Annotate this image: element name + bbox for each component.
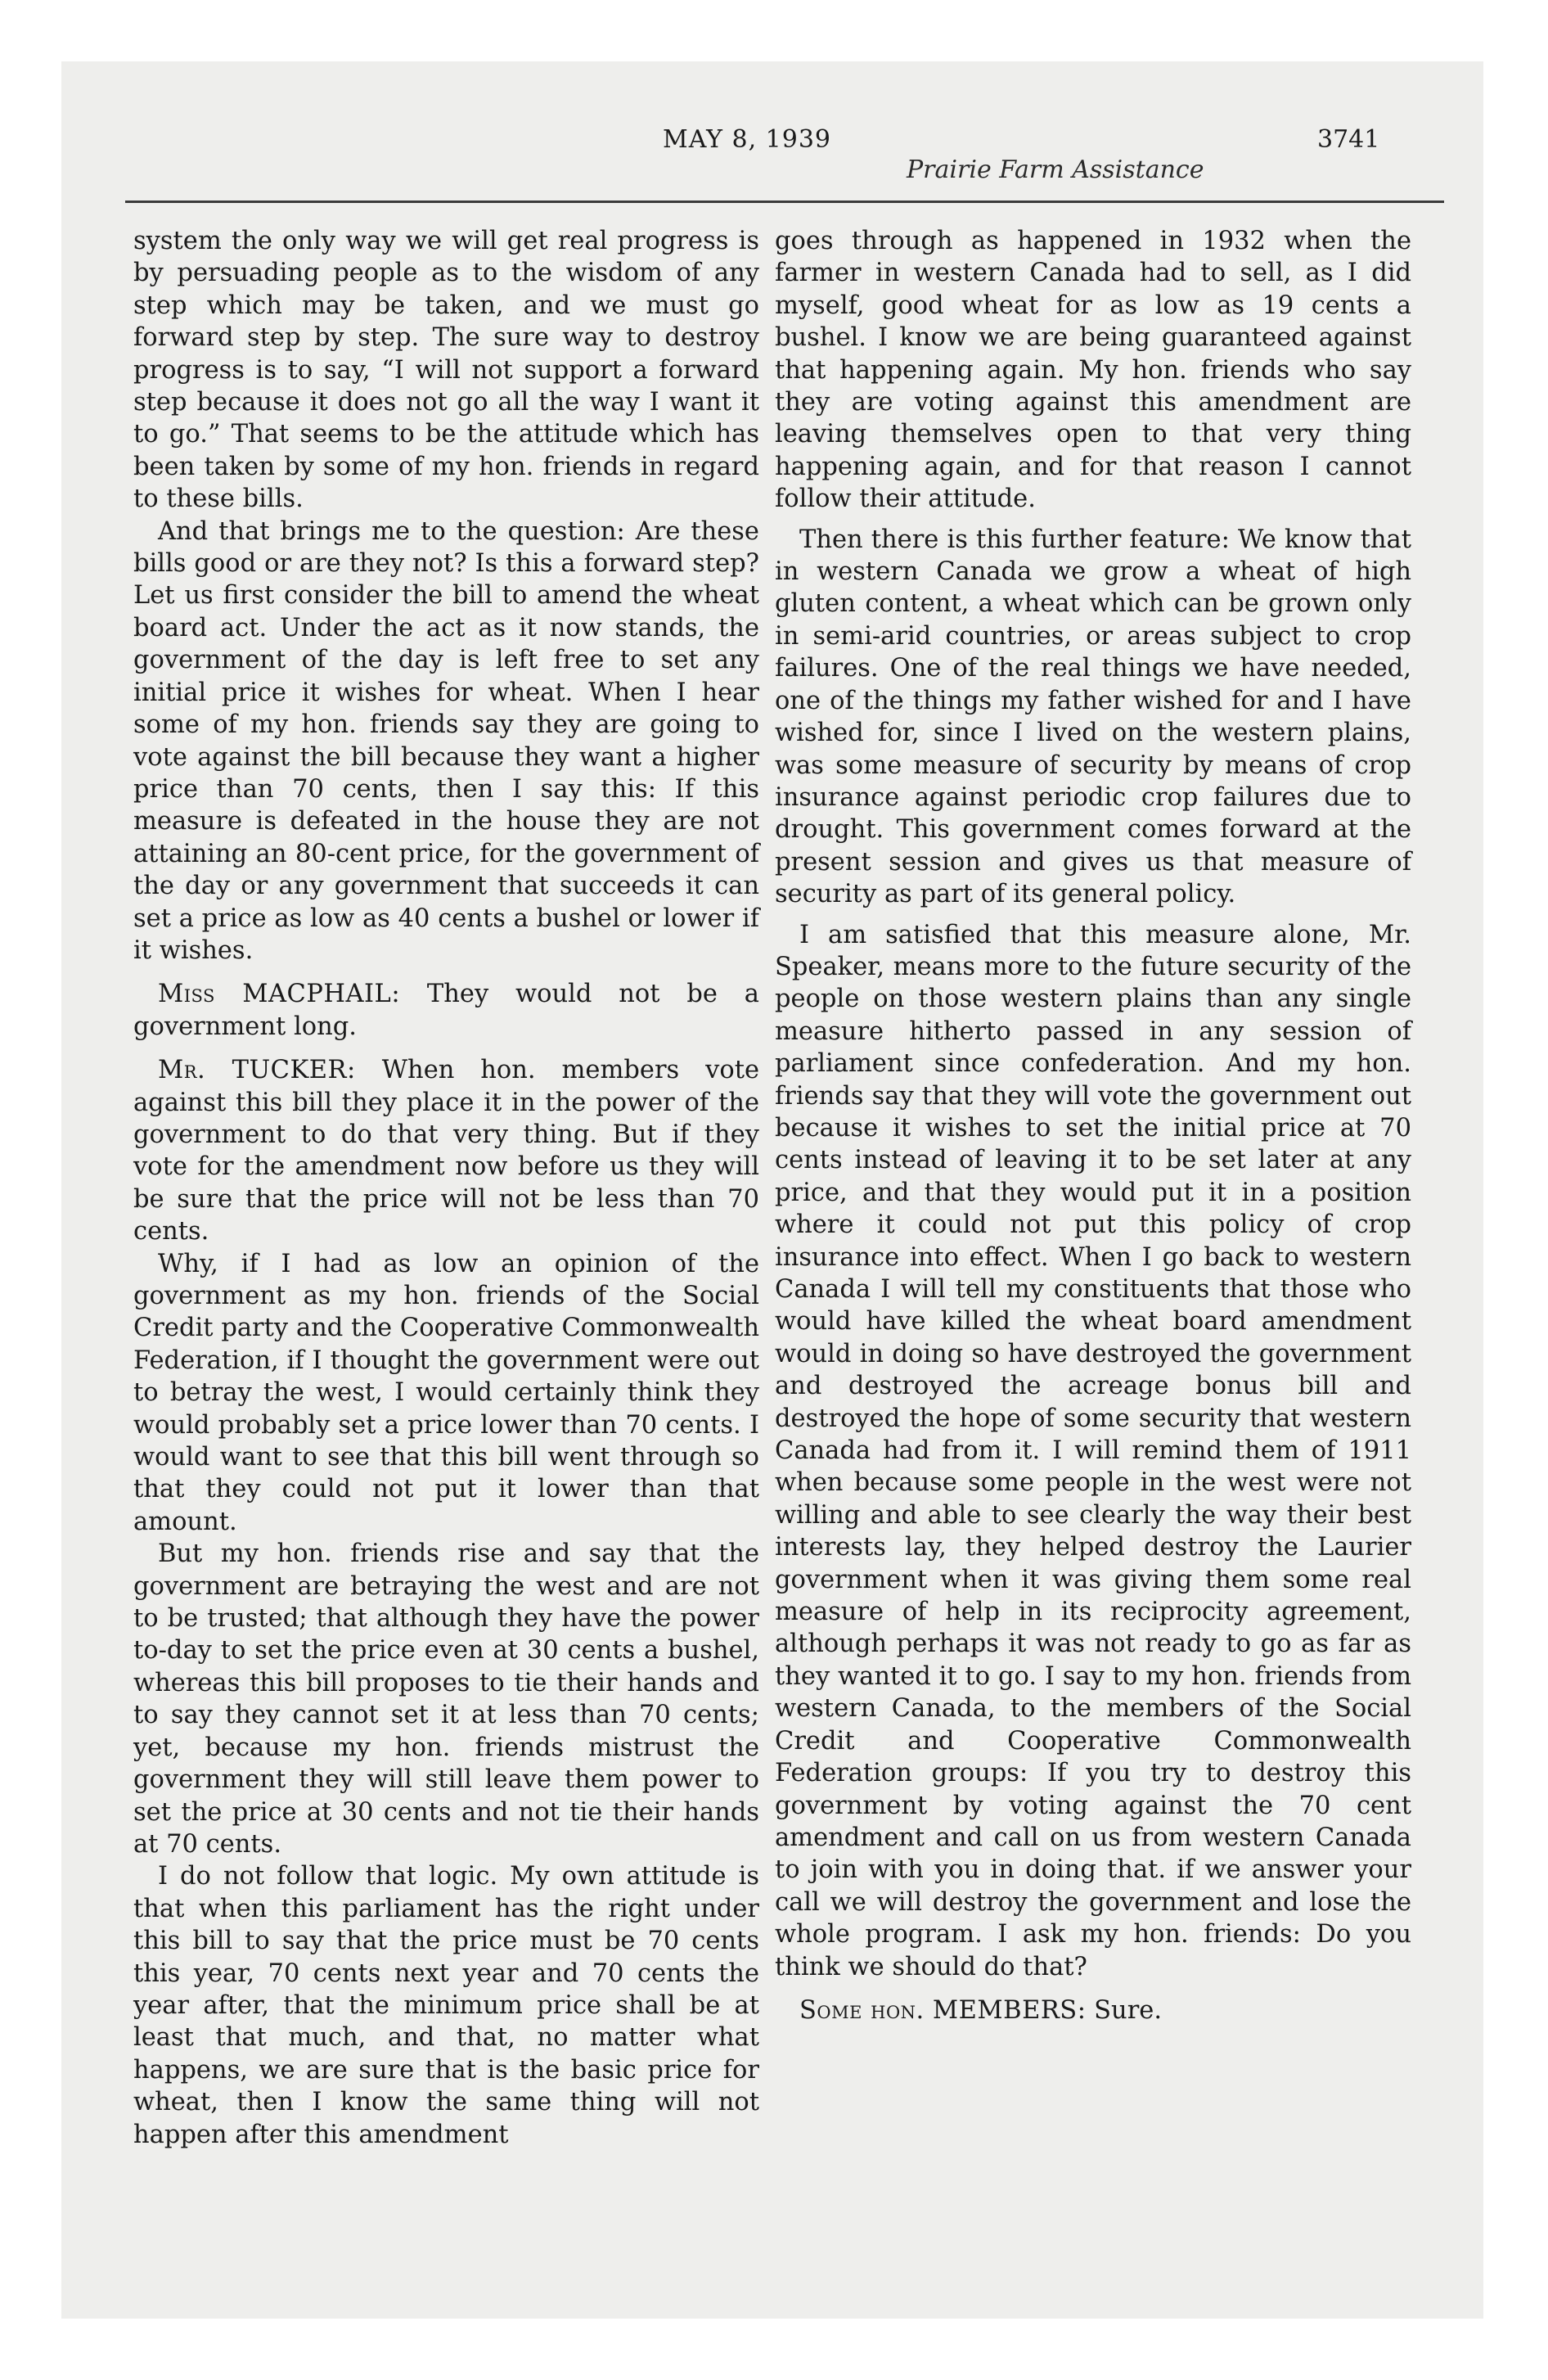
- left-paragraph-4: [133, 1054, 759, 1247]
- speaker-name: Some hon. MEMBERS:: [799, 1995, 1087, 2025]
- page-number: 3741: [1317, 125, 1380, 154]
- left-paragraph-6: But my hon. friends rise and say that the government are betraying the west and are not to be trusted; that although they have the power to-day to set the price even at 30 cents a bushel, whereas this bill proposes to tie their hands and to say they cannot set it at less than 70 cents; yet, because my hon. friends mistrust the government they will still leave them power to set the price at 30 cents and not tie their hands at 70 cents.: [133, 1539, 759, 1859]
- header-date: MAY 8, 1939: [663, 125, 832, 154]
- speaker-name: Mr. TUCKER:: [158, 1056, 356, 1085]
- page-header: [61, 61, 1483, 201]
- right-paragraph-2: Then there is this further feature: We know that in western Canada we grow a wheat of high gluten content, a wheat which can be grown only in semi-arid countries, or areas subject to crop failures. One of the real things we have needed, one of the things my father wished for and I have wished for, since I lived on the western plains, was some measure of security by means of crop insurance against periodic crop failures due to drought. This government comes forward at the present session and gives us that measure of security as part of its general policy.: [775, 525, 1411, 909]
- left-paragraph-2: And that brings me to the question: Are these bills good or are they not? Is this a forward step? Let us first consider the bill to amend the wheat board act. Under the act as it now stands, the government of the day is left free to set any initial price it wishes for wheat. When I hear some of my hon. friends say they are going to vote against the bill because they want a higher price than 70 cents, then I say this: If this measure is defeated in the house they are not attaining an 80-cent price, for the government of the day or any government that succeeds it can set a price as low as 40 cents a bushel or lower if it wishes.: [133, 516, 759, 965]
- speech-text: They would not be a government long.: [133, 980, 759, 1041]
- header-rule: [125, 201, 1444, 203]
- speech-text: When hon. members vote against this bill they place it in the power of the government to do that very thing. But if they vote for the amendment now before us they will be sure that the price will not be less than 70 cents.: [133, 1056, 759, 1246]
- left-paragraph-3: [133, 978, 759, 1043]
- right-paragraph-1: goes through as happened in 1932 when the farmer in western Canada had to sell, as I did myself, good wheat for as low as 19 cents a bushel. I know we are being guaranteed against that happening again. My hon. friends who say they are voting against this amendment are leaving themselves open to that very thing happening again, and for that reason I cannot follow their attitude.: [775, 227, 1411, 514]
- scanned-page: [61, 61, 1483, 2319]
- left-paragraph-5: Why, if I had as low an opinion of the government as my hon. friends of the Social Credit party and the Cooperative Commonwealth Federation, if I thought the government were out to betray the west, I would certainly think they would probably set a price lower than 70 cents. I would want to see that this bill went through so that they could not put it lower than that amount.: [133, 1249, 759, 1536]
- right-paragraph-3: I am satisfied that this measure alone, Mr. Speaker, means more to the future security of the people on those western plains than any single measure hitherto passed in any session of parliament since confederation. And my hon. friends say that they will vote the government out because it wishes to set the initial price at 70 cents instead of leaving it to be set later at any price, and that they would put it in a position where it could not put this policy of crop insurance into effect. When I go back to western Canada I will tell my constituents that those who would have killed the wheat board amendment would in doing so have destroyed the government and destroyed the acreage bonus bill and destroyed the hope of some security that western Canada had from it. I will remind them of 1911 when because some people in the west were not willing and able to see clearly the way their best interests lay, they helped destroy the Laurier government when it was giving them some real measure of help in its reciprocity agreement, although perhaps it was not ready to go as far as they wanted it to go. I say to my hon. friends from western Canada, to the members of the Social Credit and Cooperative Commonwealth Federation groups: If you try to destroy this government by voting against the 70 cent amendment and call on us from western Canada to join with you in doing that. if we answer your call we will destroy the government and lose the whole program. I ask my hon. friends: Do you think we should do that?: [775, 920, 1411, 1981]
- left-paragraph-7: I do not follow that logic. My own attitude is that when this parliament has the right under this bill to say that the price must be 70 cents this year, 70 cents next year and 70 cents the year after, that the minimum price shall be at least that much, and that, no matter what happens, we are sure that is the basic price for wheat, then I know the same thing will not happen after this amendment: [133, 1862, 759, 2149]
- speaker-name: Miss MACPHAIL:: [158, 980, 401, 1009]
- right-paragraph-4: [775, 1995, 1411, 2026]
- right-column: [775, 225, 1411, 2026]
- running-title: Prairie Farm Assistance: [907, 156, 1204, 184]
- speech-text: Sure.: [1086, 1995, 1163, 2025]
- left-column: [133, 225, 759, 2151]
- left-paragraph-1: system the only way we will get real progress is by persuading people as to the wisdom of any step which may be taken, and we must go forward step by step. The sure way to destroy progress is to say, “I will not support a forward step because it does not go all the way I want it to go.” That seems to be the attitude which has been taken by some of my hon. friends in regard to these bills.: [133, 227, 759, 514]
